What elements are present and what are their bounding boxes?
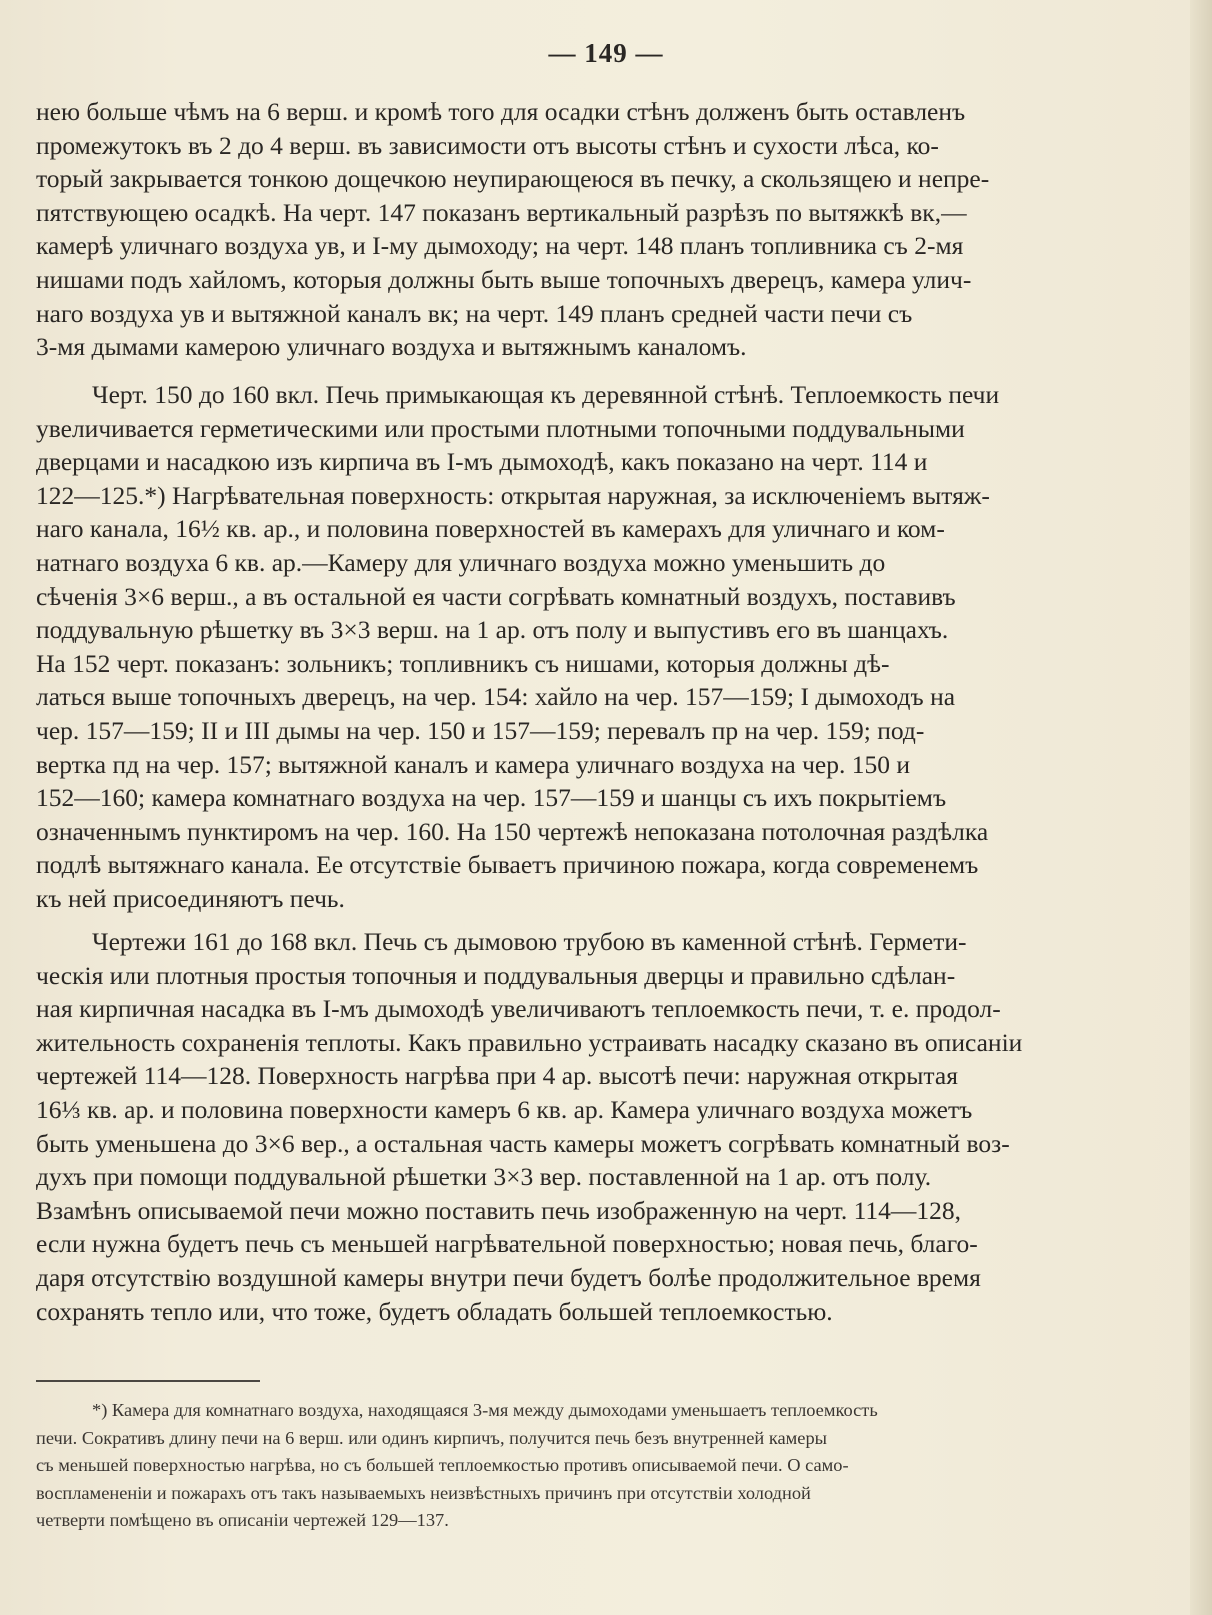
text-line: увеличивается герметическими или простыми плотными топочными поддувальными [36,413,965,443]
text-line: быть уменьшена до 3×6 вер., а остальная часть камеры можетъ согрѣвать комнатный воз- [36,1128,1010,1158]
text-line: означеннымъ пунктиромъ на чер. 160. На 150 чертежѣ непоказана потолочная раздѣлка [36,816,989,846]
paragraph-2 [36,378,1162,916]
footnote-line: воспламененіи и пожарахъ отъ такъ называемыхъ неизвѣстныхъ причинъ при отсутствіи холодной [36,1482,811,1503]
text-line: пятствующею осадкѣ. На черт. 147 показанъ вертикальный разрѣзъ по вытяжкѣ вк,— [36,197,967,227]
text-line: дверцами и насадкою изъ кирпича въ I-мъ дымоходѣ, какъ показано на черт. 114 и [36,447,928,477]
footnote-line: съ меньшей поверхностью нагрѣва, но съ большей теплоемкостью противъ описываемой печи. О само- [36,1455,849,1476]
text-line: камерѣ уличнаго воздуха ув, и I-му дымоходу; на черт. 148 планъ топливника съ 2-мя [36,231,964,261]
text-line: латься выше топочныхъ дверецъ, на чер. 154: хайло на чер. 157—159; I дымоходъ на [36,682,956,712]
footnote-line: печи. Сокративъ длину печи на 6 верш. или одинъ кирпичъ, получится печь безъ внутренней камеры [36,1427,828,1448]
text-line: поддувальную рѣшетку въ 3×3 верш. на 1 ар. отъ полу и выпустивъ его въ шанцахъ. [36,615,949,645]
text-line: 152—160; камера комнатнаго воздуха на чер. 157—159 и шанцы съ ихъ покрытіемъ [36,783,947,813]
paragraph-1 [36,95,1162,364]
text-line: наго воздуха ув и вытяжной каналъ вк; на черт. 149 планъ средней части печи съ [36,298,913,328]
text-line: сѣченія 3×6 верш., а въ остальной ея части согрѣвать комнатный воздухъ, поставивъ [36,581,956,611]
text-line: торый закрывается тонкою дощечкою неупирающеюся въ печку, а скользящею и непре- [36,164,990,194]
text-line: вертка пд на чер. 157; вытяжной каналъ и камера уличнаго воздуха на чер. 150 и [36,749,910,779]
text-line: На 152 черт. показанъ: зольникъ; топливникъ съ нишами, которыя должны дѣ- [36,648,890,678]
text-line: духъ при помощи поддувальной рѣшетки 3×3 вер. поставленной на 1 ар. отъ полу. [36,1162,932,1192]
text-line: ческія или плотныя простыя топочныя и поддувальныя дверцы и правильно сдѣлан- [36,960,956,990]
text-line: нею больше чѣмъ на 6 верш. и кромѣ того для осадки стѣнъ долженъ быть оставленъ [36,97,966,126]
text-line: чер. 157—159; II и III дымы на чер. 150 и 157—159; перевалъ пр на чер. 159; под- [36,715,925,745]
footnote-divider [36,1380,260,1382]
text-line: Взамѣнъ описываемой печи можно поставить печь изображенную на черт. 114—128, [36,1195,961,1225]
footnote [36,1397,1162,1535]
text-line: 3-мя дымами камерою уличнаго воздуха и вытяжнымъ каналомъ. [36,332,747,362]
text-line: натнаго воздуха 6 кв. ар.—Камеру для уличнаго воздуха можно уменьшить до [36,547,886,577]
paragraph-3 [36,925,1162,1328]
text-line: 16⅓ кв. ар. и половина поверхности камеръ 6 кв. ар. Камера уличнаго воздуха можетъ [36,1094,973,1124]
text-line: нишами подъ хайломъ, которыя должны быть выше топочныхъ дверецъ, камера улич- [36,264,972,294]
text-line: чертежей 114—128. Поверхность нагрѣва при 4 ар. высотѣ печи: наружная открытая [36,1061,958,1091]
text-line: наго канала, 16½ кв. ар., и половина поверхностей въ камерахъ для уличнаго и ком- [36,514,945,544]
text-line: ная кирпичная насадка въ I-мъ дымоходѣ увеличиваютъ теплоемкость печи, т. е. продол- [36,994,1001,1024]
page-edge-shadow [1190,0,1212,1615]
text-line: Чертежи 161 до 168 вкл. Печь съ дымовою трубою въ каменной стѣнѣ. Гермети- [92,927,967,956]
text-line: жительность сохраненія теплоты. Какъ правильно устраивать насадку сказано въ описаніи [36,1027,1023,1057]
text-line: если нужна будетъ печь съ меньшей нагрѣвательной поверхностью; новая печь, благо- [36,1229,978,1259]
text-line: сохранять тепло или, что тоже, будетъ обладать большей теплоемкостью. [36,1296,833,1326]
footnote-line: четверти помѣщено въ описаніи чертежей 129—137. [36,1510,449,1531]
text-line: 122—125.*) Нагрѣвательная поверхность: открытая наружная, за исключеніемъ вытяж- [36,480,990,510]
text-line: промежутокъ въ 2 до 4 верш. въ зависимости отъ высоты стѣнъ и сухости лѣса, ко- [36,130,939,160]
text-line: къ ней присоединяютъ печь. [36,883,345,913]
page-number: — 149 — [548,38,664,68]
text-line: подлѣ вытяжнаго канала. Ее отсутствіе бываетъ причиною пожара, когда современемъ [36,850,979,880]
footnote-line: *) Камера для комнатнаго воздуха, находящаяся 3-мя между дымоходами уменьшаетъ теплоемкость [92,1400,878,1420]
text-line: даря отсутствію воздушной камеры внутри печи будетъ болѣе продолжительное время [36,1262,981,1292]
text-line: Черт. 150 до 160 вкл. Печь примыкающая къ деревянной стѣнѣ. Теплоемкость печи [92,380,1000,409]
